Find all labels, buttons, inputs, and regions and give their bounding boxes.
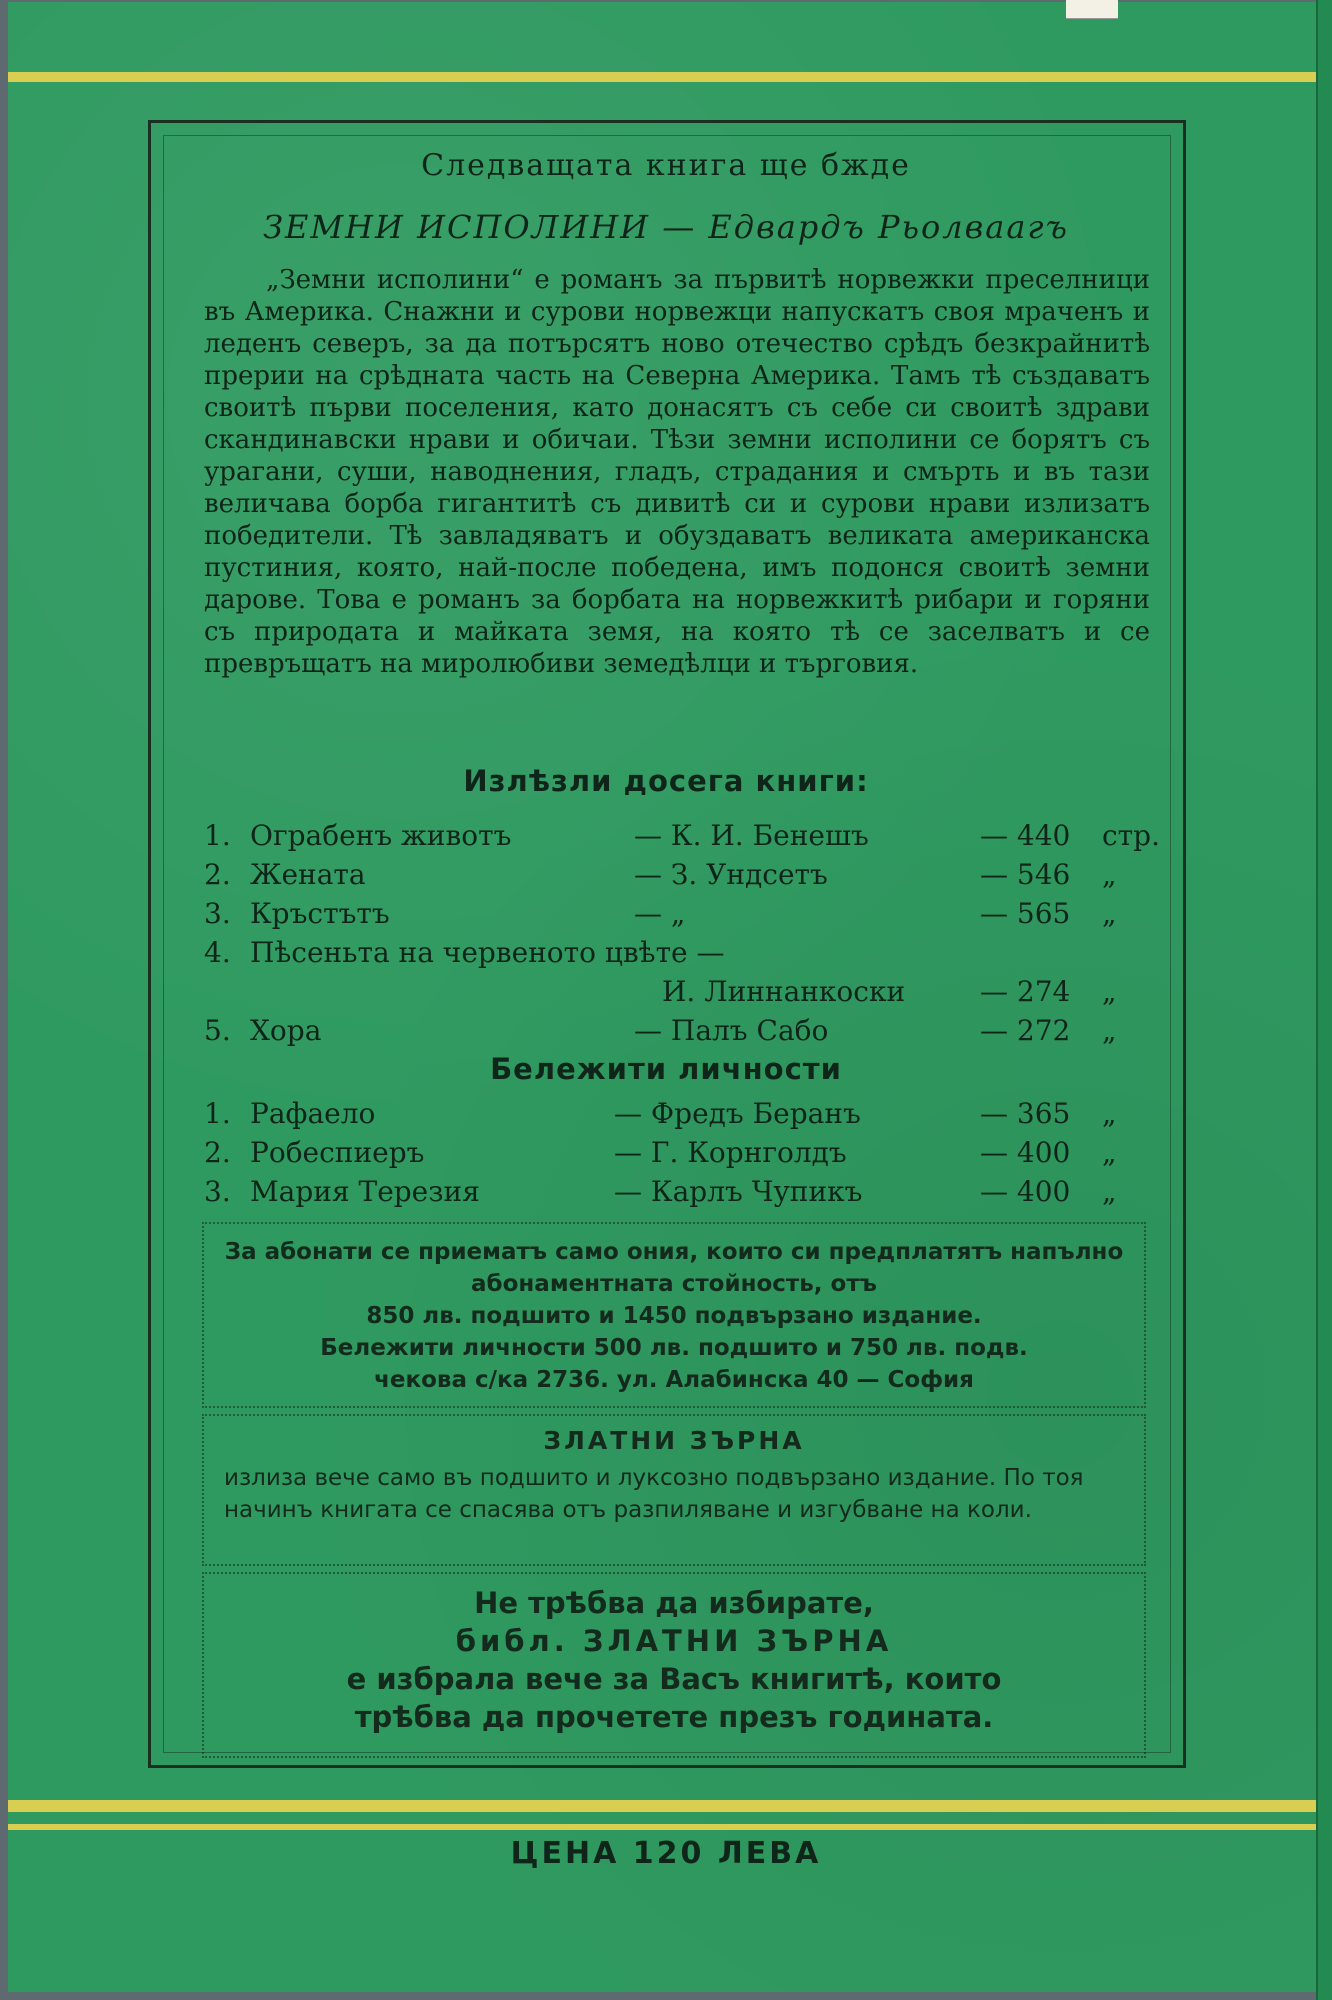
item-number: 1. bbox=[204, 1097, 231, 1130]
slogan-line: Не трѣбва да избирате, bbox=[474, 1586, 874, 1620]
item-author: — З. Ундсетъ bbox=[634, 858, 828, 891]
next-book-announcement: Следващата книга ще бжде bbox=[421, 148, 911, 183]
item-author: — Карлъ Чупикъ bbox=[614, 1175, 863, 1208]
list-item bbox=[204, 855, 1154, 894]
bottom-thin-stripe bbox=[8, 1824, 1324, 1830]
top-yellow-stripe bbox=[8, 72, 1324, 82]
item-pages: — 400 bbox=[980, 1175, 1071, 1208]
item-pages: — 565 bbox=[980, 897, 1071, 930]
bottom-yellow-stripe bbox=[8, 1800, 1324, 1812]
item-unit: „ bbox=[1102, 1097, 1117, 1130]
subscription-box bbox=[202, 1222, 1146, 1408]
published-books-heading: Излѣзли досега книги: bbox=[463, 764, 869, 798]
item-pages: — 546 bbox=[980, 858, 1071, 891]
list-item bbox=[204, 1011, 1154, 1050]
slogan-box bbox=[202, 1572, 1146, 1758]
subscription-line: 850 лв. подшито и 1450 подвързано издание. bbox=[366, 1303, 982, 1329]
item-pages: — 272 bbox=[980, 1014, 1071, 1047]
item-author: И. Линнанкоски bbox=[662, 975, 906, 1008]
item-title: Ограбенъ животъ bbox=[250, 819, 512, 852]
item-pages: — 400 bbox=[980, 1136, 1071, 1169]
item-title: Кръстътъ bbox=[250, 897, 390, 930]
paper-tab bbox=[1066, 0, 1118, 19]
description-text: „Земни исполини“ е романъ за първитѣ норвежки преселници въ Америка. Снажни и сурови норвежци напускатъ своя мраченъ и леденъ северъ, за да потърсятъ ново отечество срѣдъ безкрайнитѣ прерии на срѣдната часть на Северна Америка. Тамъ тѣ създаватъ своитѣ първи поселения, като донасятъ съ себе си своитѣ здрави скандинавски нрави и обичаи. Тѣзи земни исполини се борятъ съ урагани, суши, наводнения, гладъ, страдания и смърть и въ тази величава борба гигантитѣ съ дивитѣ си и сурови нрави излизатъ победители. Тѣ завладяватъ и обуздаватъ великата американска пустиния, която, най-после победена, имъ подонся своитѣ земни дарове. Това е романъ за борбата на норвежкитѣ рибари и горяни съ природата и майката земя, на която тѣ се заселватъ и се превръщатъ на миролюбиви земедѣлци и търговия. bbox=[204, 265, 1150, 679]
price-label: ЦЕНА 120 ЛЕВА bbox=[510, 1836, 822, 1871]
subscription-line: За абонати се приематъ само ония, които си предплатятъ напълно абонаментната стойность, отъ bbox=[224, 1239, 1124, 1297]
series-info-box bbox=[202, 1414, 1146, 1566]
book-spine-edge bbox=[1316, 0, 1332, 2000]
slogan-line: библ. ЗЛАТНИ ЗЪРНА bbox=[455, 1624, 893, 1658]
list-item bbox=[204, 1133, 1154, 1172]
item-author: — „ bbox=[634, 897, 686, 930]
series-body: излиза вече само въ подшито и луксозно подвързано издание. По тоя начинъ книгата се спасява отъ разпиляване и изгубване на коли. bbox=[224, 1465, 1084, 1523]
next-book-title: ЗЕМНИ ИСПОЛИНИ — Едвардъ Рьолваагъ bbox=[263, 208, 1069, 246]
item-title: Рафаело bbox=[250, 1097, 376, 1130]
book-back-cover bbox=[8, 2, 1324, 1992]
item-title: Жената bbox=[250, 858, 366, 891]
item-author: — Фредъ Беранъ bbox=[614, 1097, 861, 1130]
item-number: 1. bbox=[204, 819, 231, 852]
item-number: 3. bbox=[204, 897, 231, 930]
item-unit: „ bbox=[1102, 1014, 1117, 1047]
list-item bbox=[204, 1172, 1154, 1211]
item-unit: „ bbox=[1102, 1175, 1117, 1208]
notable-persons-heading: Бележити личности bbox=[490, 1052, 842, 1086]
list-item bbox=[204, 972, 1154, 1011]
item-unit: „ bbox=[1102, 897, 1117, 930]
item-title: Хора bbox=[250, 1014, 322, 1047]
item-pages: — 440 bbox=[980, 819, 1071, 852]
list-item bbox=[204, 933, 1154, 972]
list-item bbox=[204, 894, 1154, 933]
item-title: Робеспиеръ bbox=[250, 1136, 425, 1169]
item-unit: „ bbox=[1102, 975, 1117, 1008]
item-pages: — 274 bbox=[980, 975, 1071, 1008]
item-title: Пѣсеньта на червеното цвѣте — bbox=[250, 936, 725, 969]
item-author: — К. И. Бенешъ bbox=[634, 819, 869, 852]
subscription-line: Бележити личности 500 лв. подшито и 750 лв. подв. bbox=[320, 1335, 1028, 1361]
item-unit: „ bbox=[1102, 1136, 1117, 1169]
series-title: ЗЛАТНИ ЗЪРНА bbox=[543, 1426, 805, 1455]
list-item bbox=[204, 1094, 1154, 1133]
item-title: Мария Терезия bbox=[250, 1175, 480, 1208]
subscription-line: чекова с/ка 2736. ул. Алабинска 40 — София bbox=[374, 1367, 974, 1393]
item-number: 3. bbox=[204, 1175, 231, 1208]
notable-persons-list bbox=[204, 1094, 1154, 1211]
item-author: — Палъ Сабо bbox=[634, 1014, 829, 1047]
slogan-line: е избрала вече за Васъ книгитѣ, които bbox=[346, 1662, 1002, 1696]
list-item bbox=[204, 816, 1160, 855]
subscription-text bbox=[204, 1236, 1144, 1396]
slogan-line: трѣбва да прочетете презъ годината. bbox=[354, 1700, 994, 1734]
item-unit: „ bbox=[1102, 858, 1117, 891]
book-description bbox=[204, 264, 1150, 680]
item-number: 5. bbox=[204, 1014, 231, 1047]
published-books-list bbox=[204, 816, 1160, 1050]
item-author: — Г. Корнголдъ bbox=[614, 1136, 847, 1169]
item-unit: стр. bbox=[1102, 819, 1160, 852]
item-number: 4. bbox=[204, 936, 231, 969]
item-pages: — 365 bbox=[980, 1097, 1071, 1130]
item-number: 2. bbox=[204, 1136, 231, 1169]
item-number: 2. bbox=[204, 858, 231, 891]
slogan-text bbox=[204, 1584, 1144, 1736]
